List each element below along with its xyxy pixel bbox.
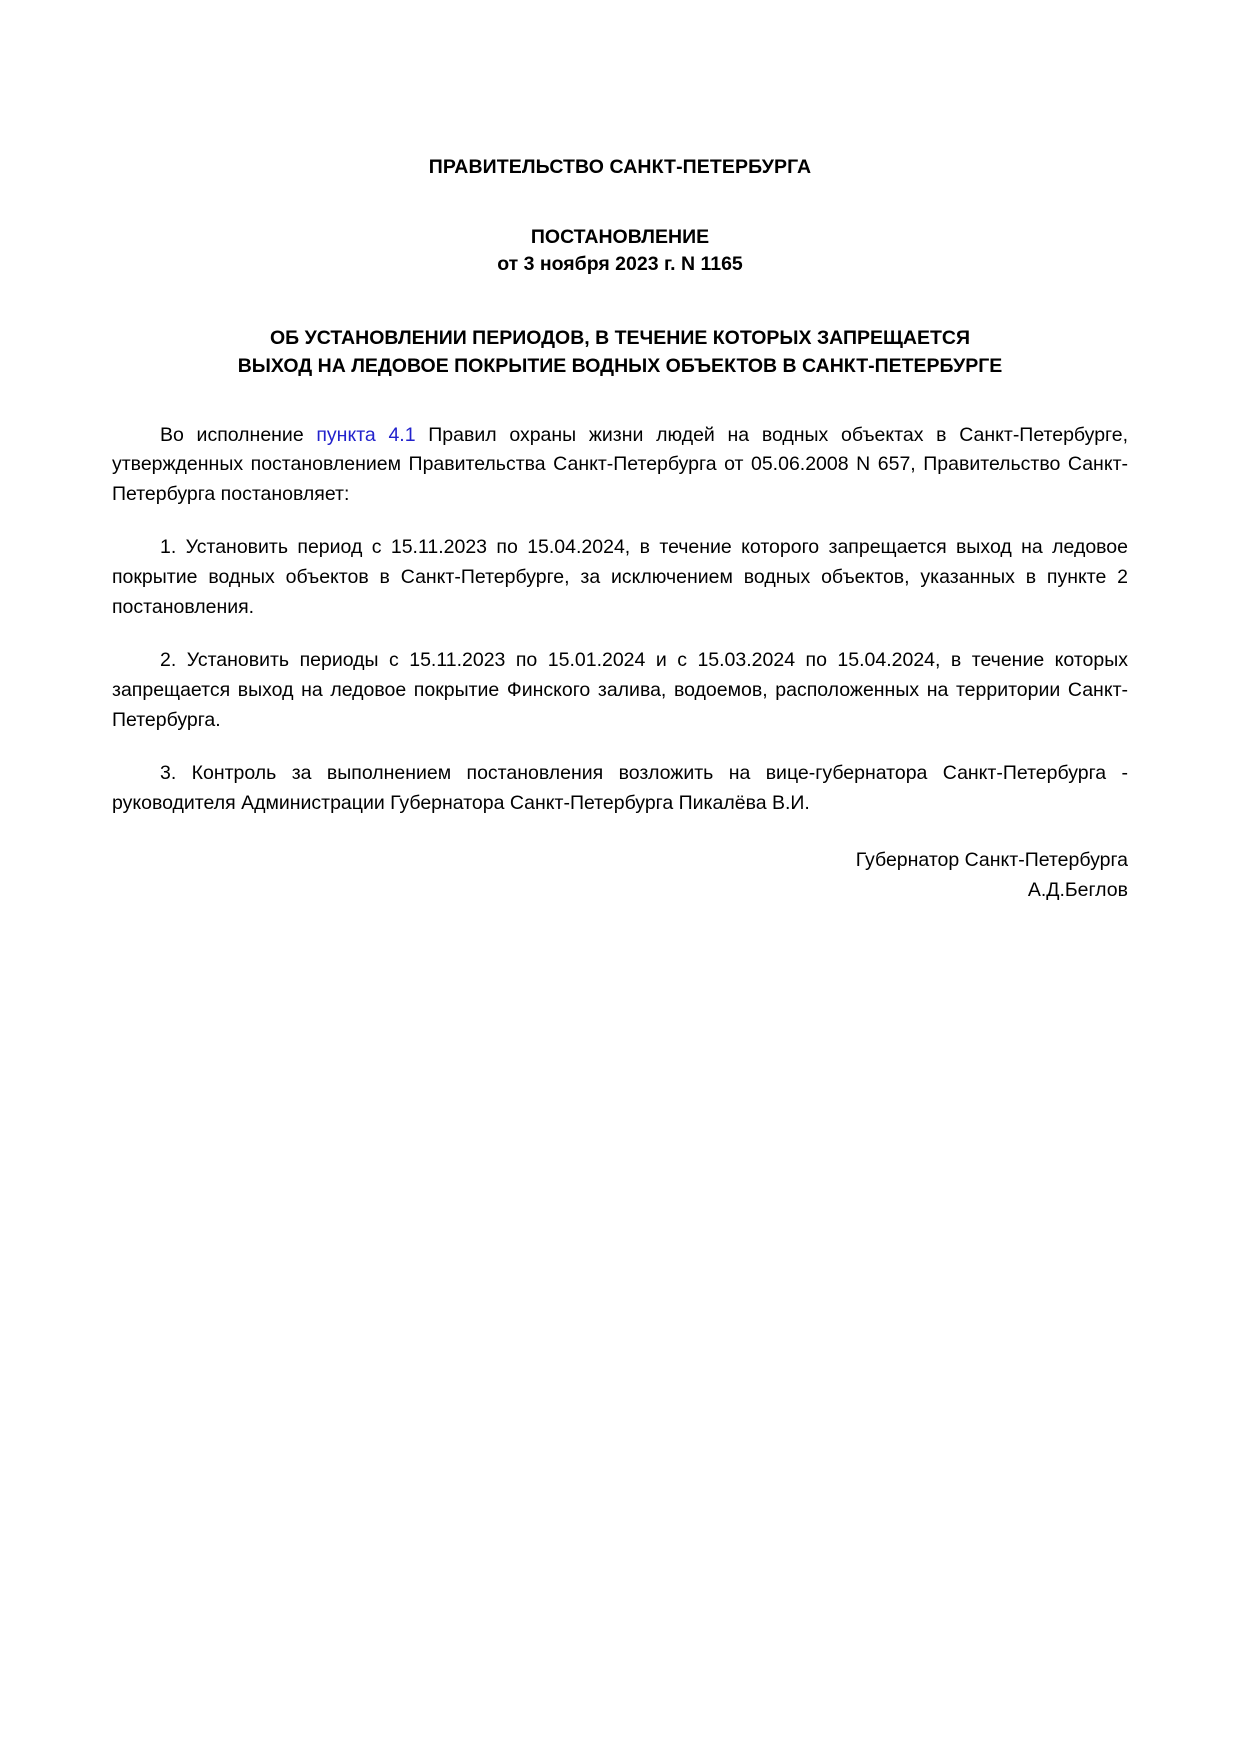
preamble-paragraph [112, 421, 1128, 510]
preamble-text-after-link: Правил охраны жизни людей на водных объектах в Санкт-Петербурге, утвержденных постановлением Правительства Санкт-Петербурга от 05.06.2008 N 657, Правительство Санкт-Петербурга постановляет: [112, 423, 1128, 505]
preamble-text-before-link: Во исполнение [160, 423, 317, 446]
header-organization: ПРАВИТЕЛЬСТВО САНКТ-ПЕТЕРБУРГА [428, 156, 812, 178]
signature-block [112, 846, 1128, 905]
document-title-line-1: ОБ УСТАНОВЛЕНИИ ПЕРИОДОВ, В ТЕЧЕНИЕ КОТОРЫХ ЗАПРЕЩАЕТСЯ [270, 327, 970, 350]
document-title-line-2: ВЫХОД НА ЛЕДОВОЕ ПОКРЫТИЕ ВОДНЫХ ОБЪЕКТОВ В САНКТ-ПЕТЕРБУРГЕ [237, 355, 1003, 378]
clause-2-paragraph: 2. Установить периоды с 15.11.2023 по 15.01.2024 и с 15.03.2024 по 15.04.2024, в течение которых запрещается выход на ледовое покрытие Финского залива, водоемов, расположенных на территории Санкт-Петербурга. [112, 649, 1128, 731]
signature-position: Губернатор Санкт-Петербурга [855, 849, 1128, 872]
signature-name: А.Д.Беглов [1027, 879, 1128, 902]
punkt-4-1-link[interactable]: пункта 4.1 [316, 423, 416, 446]
document-content [112, 155, 1128, 906]
clause-3-paragraph: 3. Контроль за выполнением постановления возложить на вице-губернатора Санкт-Петербурга - руководителя Администрации Губернатора Санкт-Петербурга Пикалёва В.И. [112, 762, 1128, 814]
header-date-number: от 3 ноября 2023 г. N 1165 [497, 252, 743, 275]
clause-1-paragraph: 1. Установить период с 15.11.2023 по 15.04.2024, в течение которого запрещается выход на ледовое покрытие водных объектов в Санкт-Петербурге, за исключением водных объектов, указанных в пункте 2 постановления. [112, 536, 1128, 618]
header-document-type: ПОСТАНОВЛЕНИЕ [530, 226, 710, 249]
document-title [112, 324, 1128, 381]
